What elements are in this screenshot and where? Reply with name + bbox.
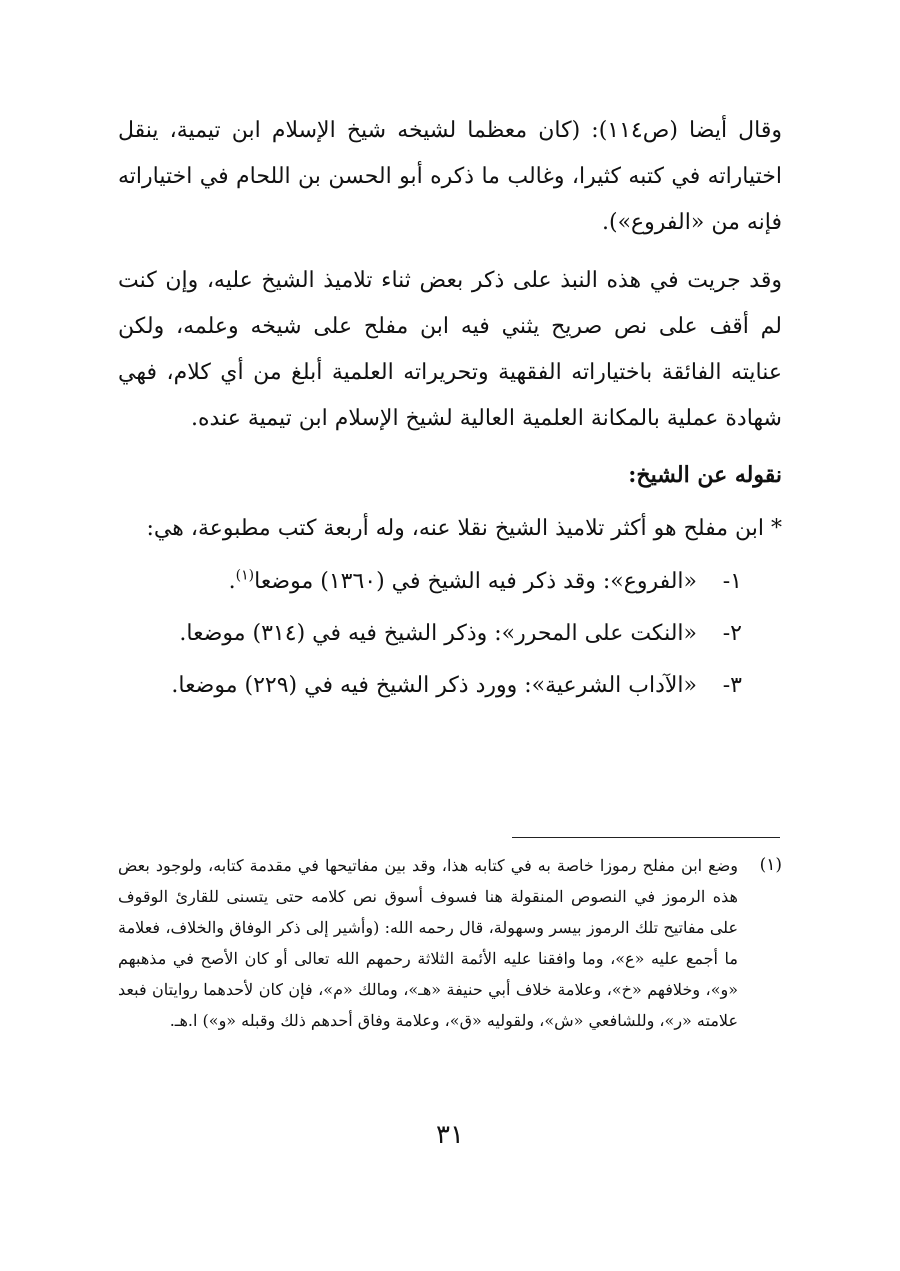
list-item-number: ٣- <box>722 673 742 698</box>
list-item <box>118 608 742 660</box>
section-heading: نقوله عن الشيخ: <box>628 462 782 488</box>
list-item-text: «النكت على المحرر»: وذكر الشيخ فيه في (٣١٤) موضعا. <box>179 621 697 646</box>
section-intro: * ابن مفلح هو أكثر تلاميذ الشيخ نقلا عنه، وله أربعة كتب مطبوعة، هي: <box>146 516 782 541</box>
footnote-number: (١) <box>759 855 782 875</box>
main-text <box>118 108 782 712</box>
page-number: ٣١ <box>436 1120 464 1150</box>
list-item <box>118 556 742 608</box>
paragraph-2: وقد جريت في هذه النبذ على ذكر بعض ثناء تلاميذ الشيخ عليه، وإن كنت لم أقف على نص صريح يثني فيه ابن مفلح على شيخه وعلمه، ولكن عنايته الفائقة باختياراته الفقهية وتحريراته العلمية أبلغ من أي كلام، فهي شهادة عملية بالمكانة العلمية العالية لشيخ الإسلام ابن تيمية عنده. <box>118 268 782 431</box>
footnote-text: وضع ابن مفلح رموزا خاصة به في كتابه هذا، وقد بين مفاتيحها في مقدمة كتابه، ولوجود بعض هذه الرموز في النصوص المنقولة هنا فسوف أسوق نص كلامه حتى يتسنى للقارئ الوقوف على مفاتيح تلك الرموز بيسر وسهولة، قال رحمه الله: (وأشير إلى ذكر الوفاق والخلاف، فعلامة ما أجمع عليه «ع»، وما وافقنا عليه الأئمة الثلاثة رحمهم الله تعالى أو كان الأصح في مذهبهم «و»، وخلافهم «خ»، وعلامة خلاف أبي حنيفة «هـ»، ومالك «م»، فإن كان لأحدهما روايتان فبعد علامته «ر»، وللشافعي «ش»، ولقوليه «ق»، وعلامة وفاق أحدهم ذلك وقبله «و») ا.هـ. <box>118 856 738 1030</box>
footnote-reference[interactable]: (١) <box>235 567 255 584</box>
list-item-text: «الفروع»: وقد ذكر فيه الشيخ في (١٣٦٠) موضعا <box>254 569 697 594</box>
list-item-number: ١- <box>722 569 742 594</box>
footnote-divider <box>512 837 780 838</box>
paragraph-1: وقال أيضا (ص١١٤): (كان معظما لشيخه شيخ الإسلام ابن تيمية، ينقل اختياراته في كتبه كثيرا، وغالب ما ذكره أبو الحسن بن اللحام في اختياراته فإنه من «الفروع»). <box>118 118 782 235</box>
list-item <box>118 660 742 712</box>
list-item-end: . <box>228 569 236 594</box>
footnote <box>118 850 782 1036</box>
list-item-number: ٢- <box>722 621 742 646</box>
list-item-text: «الآداب الشرعية»: وورد ذكر الشيخ فيه في (٢٢٩) موضعا. <box>171 673 697 698</box>
books-list <box>118 556 782 712</box>
